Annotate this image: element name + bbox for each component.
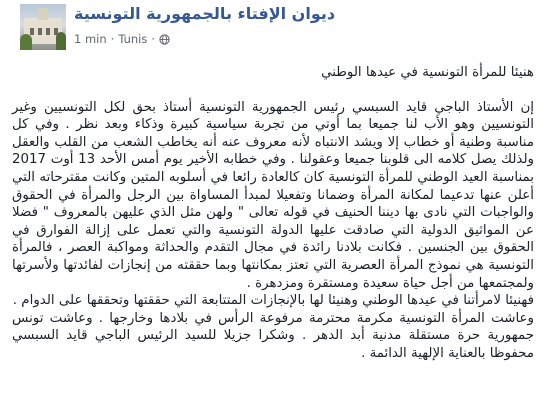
page-name-link[interactable]: ديوان الإفتاء بالجمهورية التونسية — [74, 4, 336, 23]
globe-icon[interactable] — [159, 34, 170, 45]
meta-separator: · — [151, 32, 156, 46]
post-heading: هنيئا للمرأة التونسية في عيدها الوطني — [321, 65, 534, 80]
page-avatar[interactable] — [20, 4, 66, 50]
meta-separator: · — [110, 32, 115, 46]
post-closing-2: وعاشت المرأة التونسية مكرمة محترمة مرفوعة الرأس في بلادها وخارجها . وعاشت تونس جمهورية حرة مستقلة مدنية أبد الدهر . وشكرا جزيلا للسيد الرئيس الباجي قايد السبسي محفوظا بالعناية الإلهية الدائمة . — [12, 310, 534, 361]
post-body — [12, 64, 534, 363]
post-closing-1: فهنيئا لامرأتنا في عيدها الوطني وهنيئا لها بالإنجازات المتتابعة التي حققتها وتحققها على الدوام . — [12, 293, 534, 309]
post-location-link[interactable]: Tunis — [118, 32, 148, 46]
post-header — [10, 4, 540, 56]
post-paragraph: إن الأستاذ الباجي قايد السبسي رئيس الجمهورية التونسية أستاذ بحق لكل التونسيين وغير التونسيين وهو الأب لنا جميعا بما أوتي من تجربة سياسية كبيرة وذكاء وبعد نظر . وفي كل مناسبة وطنية أو خطاب إلا ويشد الانتباه لأنه معروف عنه أنه يخاطب الشعب من القلب والعقل ولذلك يصل كلامه الى قلوبنا جميعا وعقولنا . وفي خطابه الأخير يوم أمس الأحد 13 أوت 2017 بمناسبة العيد الوطني للمرأة التونسية كان كالعادة رائعا في أسلوبه المتين وكانت مقترحاته التي أعلن عنها تدعيما لمكانة المرأة وضمانا وتفعيلا لمبدأ المساواة بين الرجل والمرأة في الحقوق والواجبات التي نادى بها ديننا الحنيف في قوله تعالى " ولهن مثل الذي عليهن بالمعروف " فضلا عن المواثيق الدولية التي صادقت عليها الدولة التونسية والتي تعمل على إزالة الفوارق في الحقوق بين الجنسين . فكانت بلادنا رائدة في مجال التقدم والحداثة ومواكبة العصر ، فالمرأة التونسية هي نموذج المرأة العصرية التي تعتز بمكانتها وبما حققته من إنجازات لفائدتها ولأسرتها ولمجتمعها من أجل حياة سعيدة ومستقرة ومزدهرة . — [12, 99, 534, 291]
post-meta — [74, 32, 170, 46]
post-time-link[interactable]: 1 min — [74, 32, 107, 46]
